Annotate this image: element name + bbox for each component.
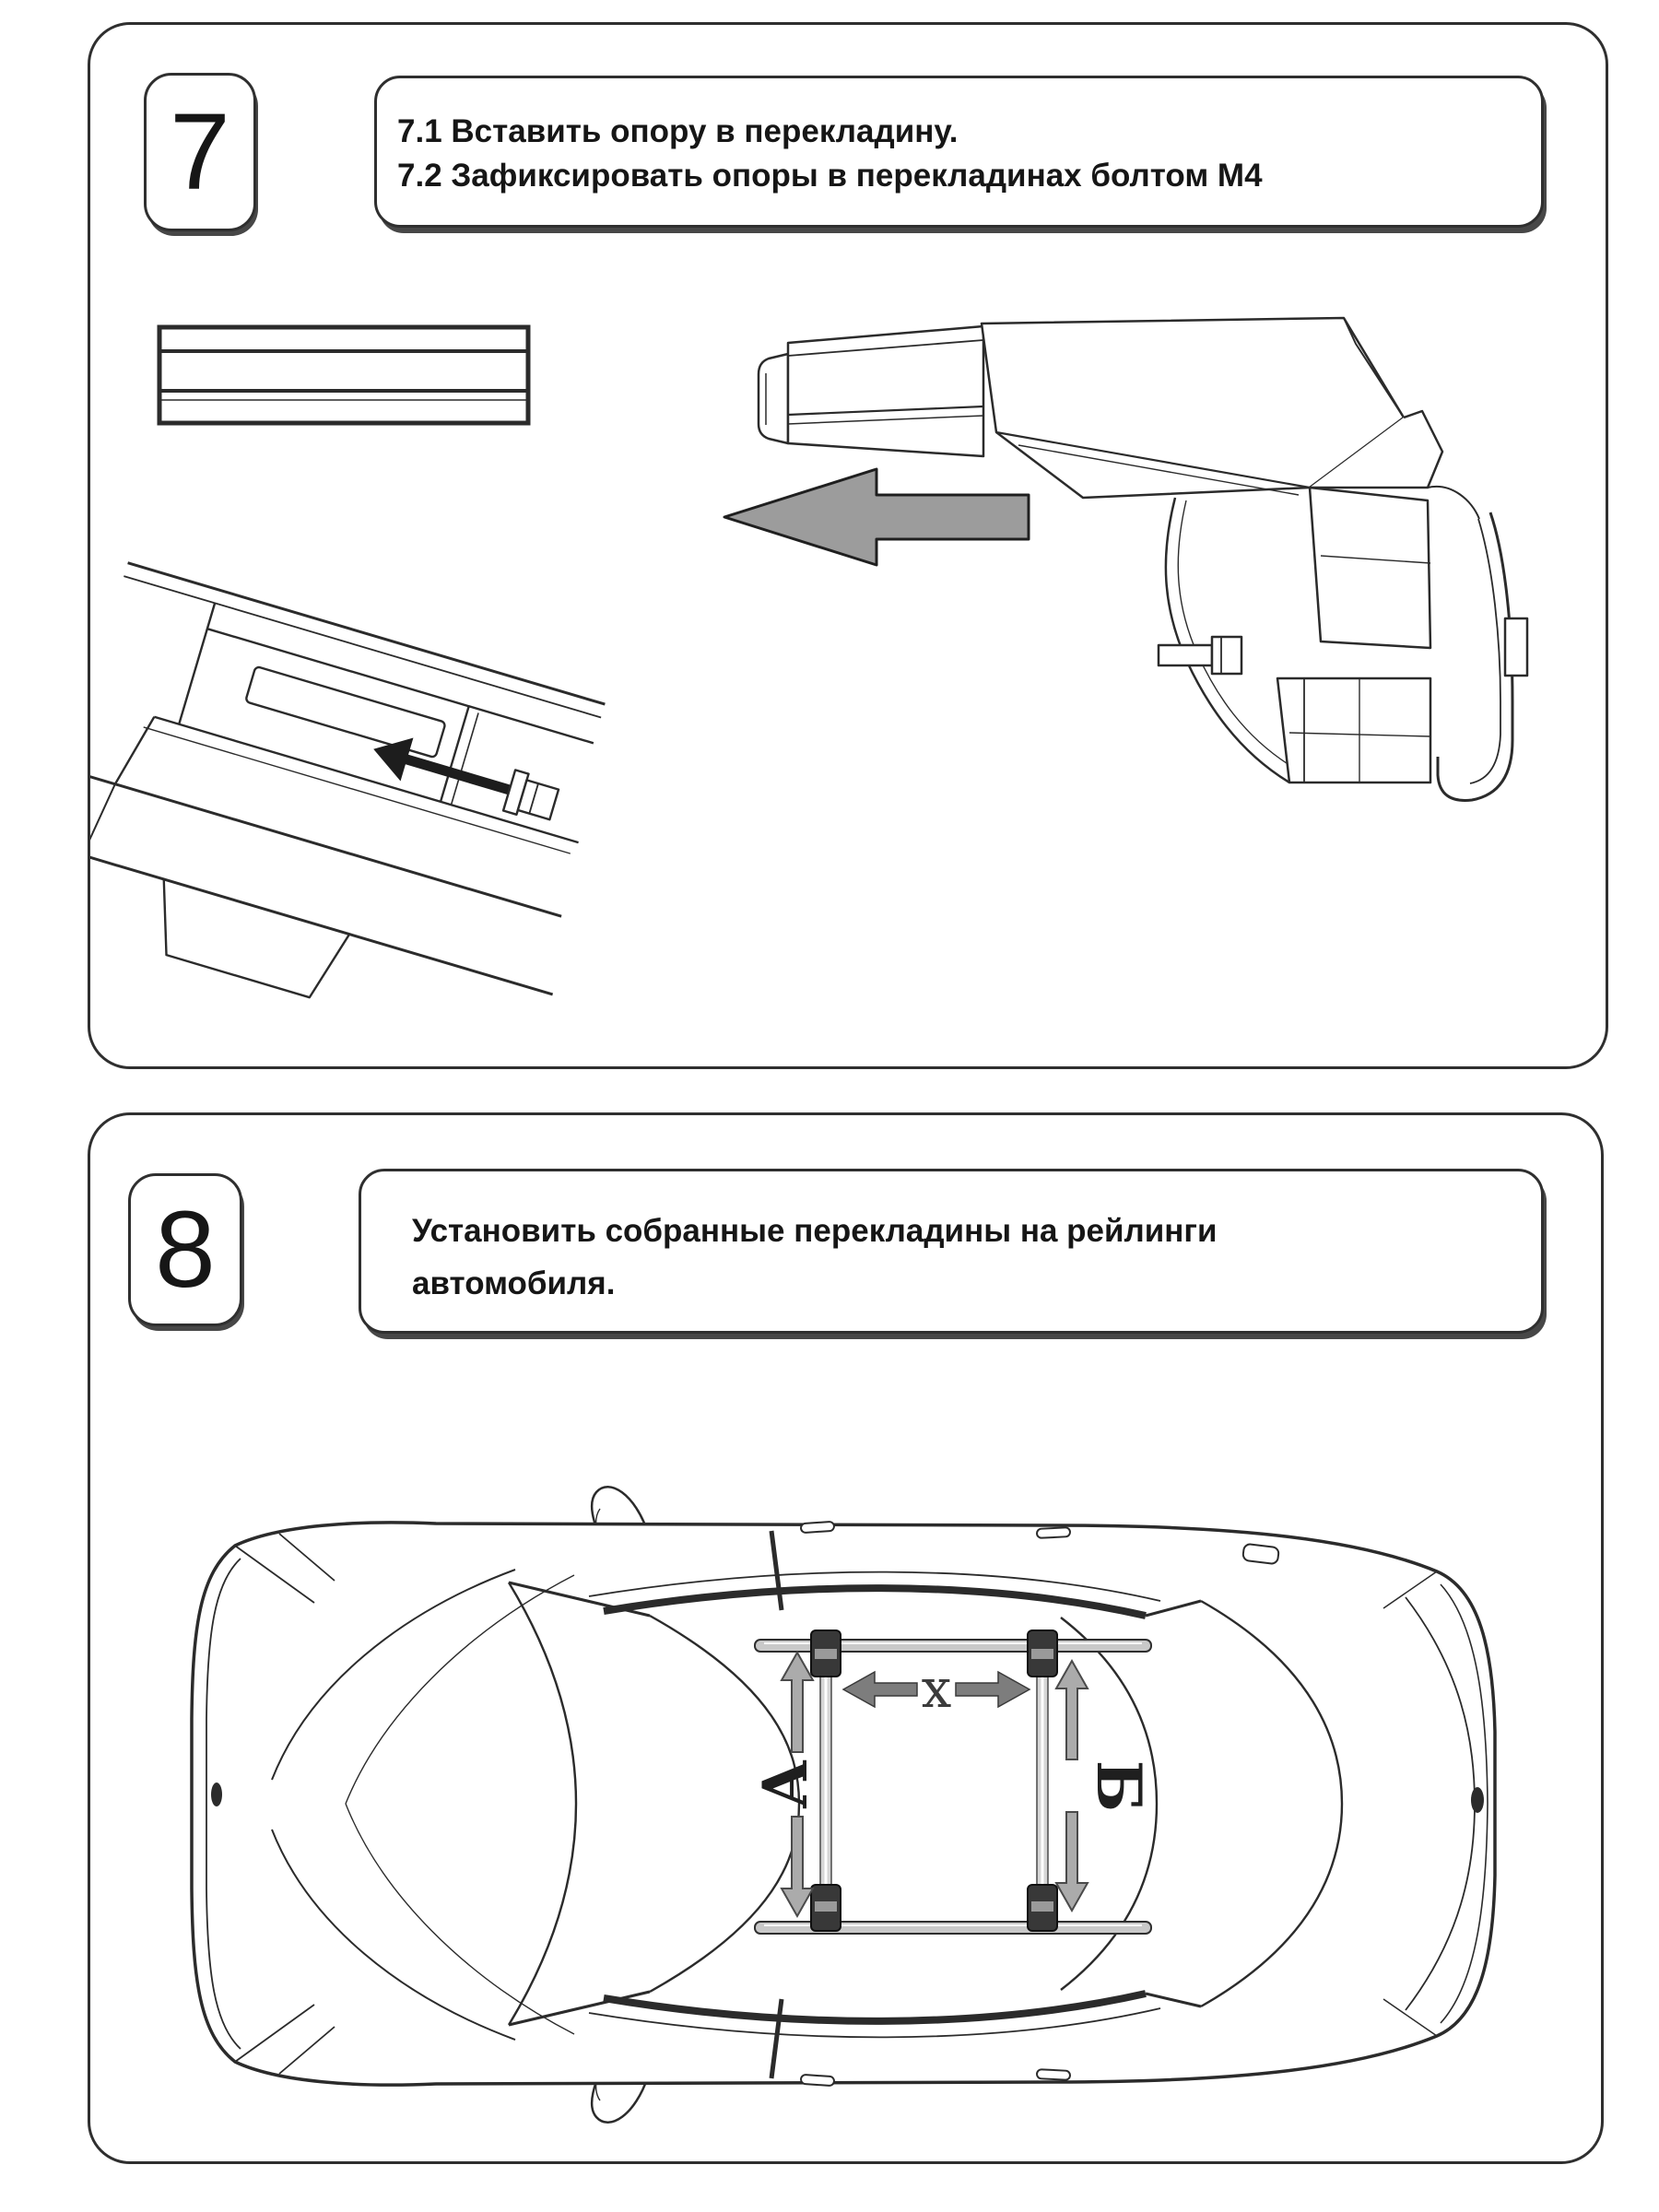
car-body-outline (192, 1523, 1495, 2085)
door-handle (1037, 1527, 1070, 1538)
step-8-panel (88, 1112, 1604, 2164)
rear-bar-label: Б (1083, 1759, 1155, 1813)
crossbar-profile-drawing (159, 327, 528, 423)
tail-badge (1471, 1787, 1484, 1813)
step-8-instruction-line-2: автомобиля. (412, 1265, 616, 1301)
step-7-panel (88, 22, 1608, 1069)
step-8-instruction-line-1: Установить собранные перекладины на рейлинги (412, 1213, 1218, 1249)
step-7-drawing (90, 25, 1606, 1066)
insert-direction-arrow-icon (724, 469, 1029, 565)
car-top-view (192, 1487, 1495, 2123)
foot-bolt-drawing (1159, 637, 1241, 674)
step-7-instruction-line-2: 7.2 Зафиксировать опоры в перекладинах болтом М4 (397, 158, 1263, 194)
crossbar-end-detail-drawing (90, 557, 636, 1064)
step-7-number: 7 (170, 91, 230, 213)
door-handle (801, 1522, 835, 1533)
door-handle (801, 2075, 835, 2086)
nose-badge (211, 1783, 222, 1806)
fuel-cap (1242, 1544, 1279, 1564)
front-bar-label: А (749, 1759, 821, 1809)
bar-distance-label: х (921, 1657, 952, 1720)
step-8-drawing (90, 1115, 1601, 2161)
step-8-number: 8 (155, 1189, 216, 1311)
step-7-instruction-line-1: 7.1 Вставить опору в перекладину. (397, 113, 959, 149)
door-handle (1037, 2069, 1070, 2080)
